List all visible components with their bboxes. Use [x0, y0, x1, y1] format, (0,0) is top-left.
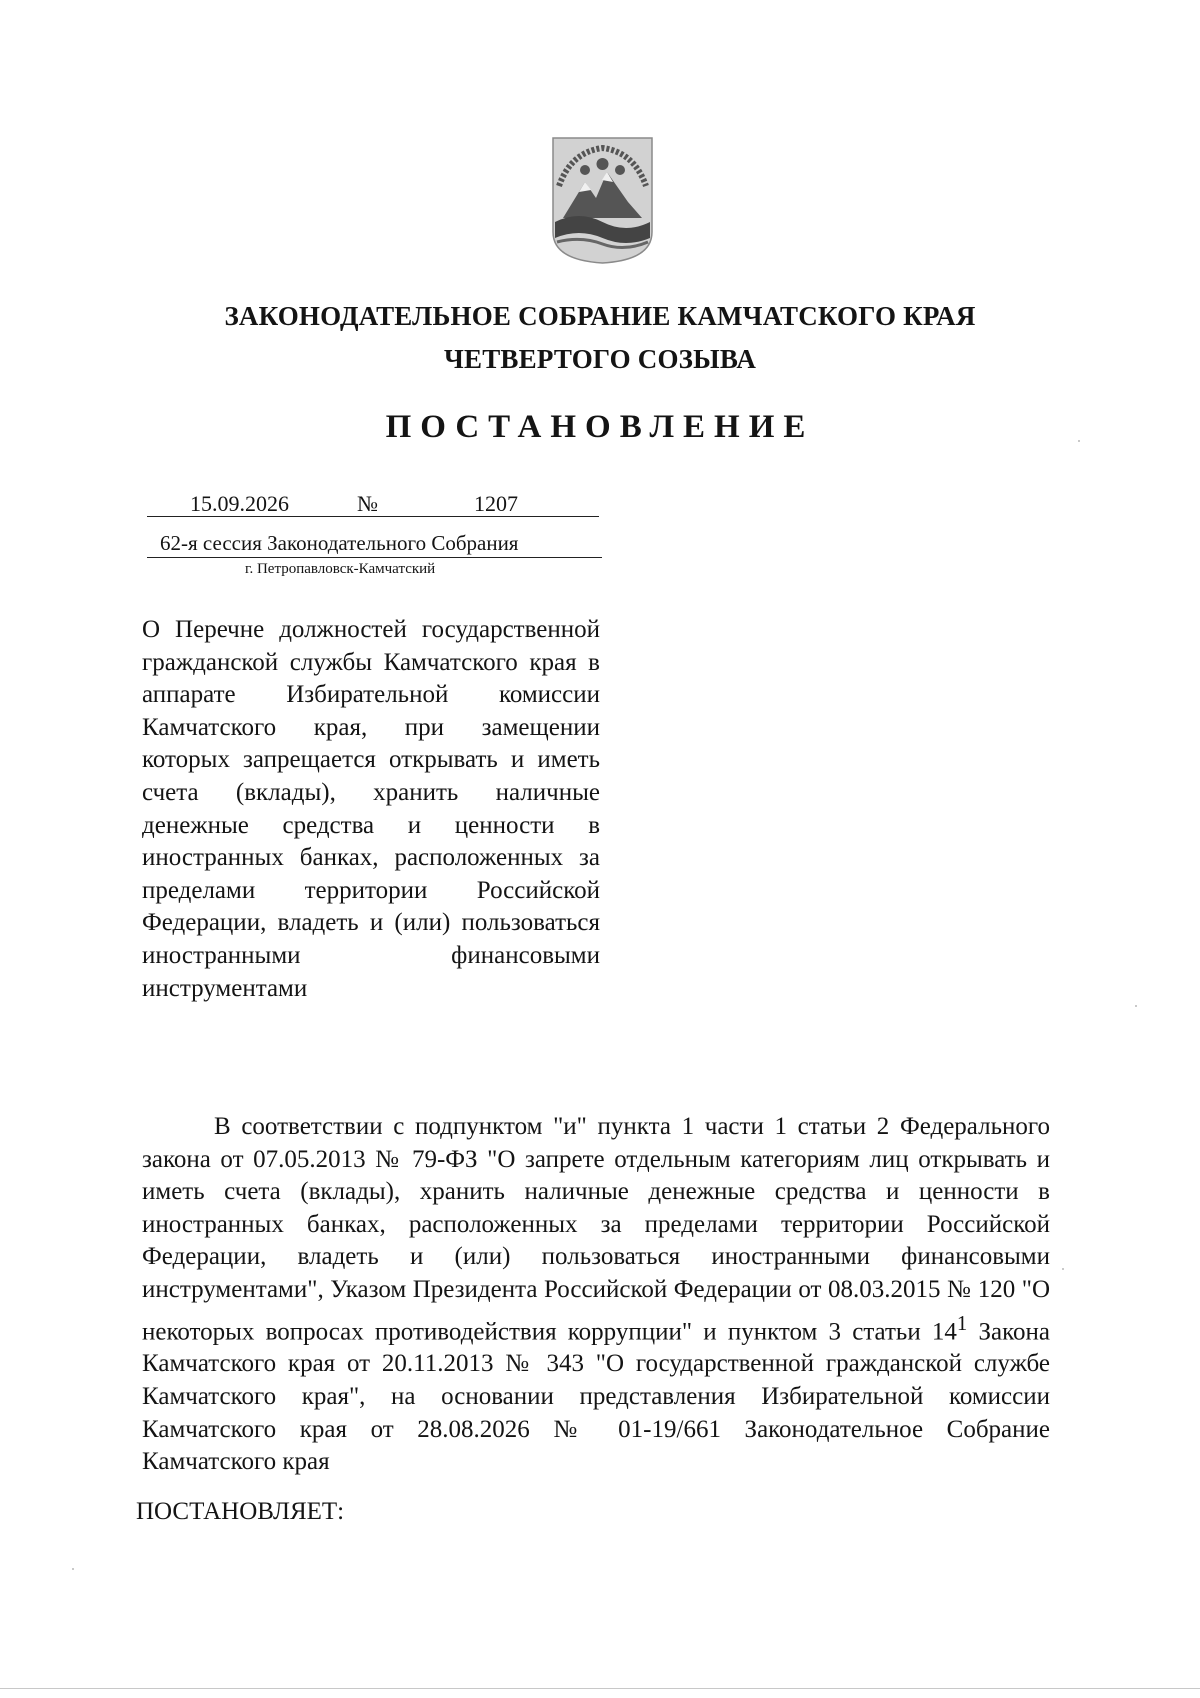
document-subject: О Перечне должностей государственной гражданской службы Камчатского края в аппарате Избирательной комиссии Камчатского края, при замещении которых запрещается открывать и иметь счета (вклады), хранить наличные денежные средства и ценности в иностранных банках, расположенных за пределами территории Российской Федерации, владеть и (или) пользоваться иностранными финансовыми инструментами [142, 616, 600, 1002]
preamble-text-part1: В соответствии с подпунктом "и" пункта 1 части 1 статьи 2 Федерального закона от 07.05.2013 № 79-ФЗ "О запрете отдельным категориям лиц открывать и иметь счета (вклады), хранить наличные денежные средства и ценности в иностранных банках, расположенных за пределами территории Российской Федерации, владеть и (или) пользоваться иностранными финансовыми инструментами", Указом Президента Российской Федерации от 08.03.2015 № 120 "О некоторых вопросах противодействия коррупции" и пунктом 3 статьи 14 [142, 1113, 1050, 1345]
preamble-paragraph [142, 1111, 1050, 1479]
number-sign: № [357, 491, 378, 516]
kamchatka-coat-of-arms-icon [551, 136, 654, 264]
decree-word: ПОСТАНОВЛЯЕТ: [136, 1498, 345, 1525]
scan-speck [1135, 1005, 1137, 1007]
organization-name: ЗАКОНОДАТЕЛЬНОЕ СОБРАНИЕ КАМЧАТСКОГО КРАЯ [224, 301, 976, 331]
scan-speck [1078, 440, 1080, 442]
scan-edge-line [0, 1688, 1200, 1689]
session-underline [147, 557, 602, 558]
scan-speck [72, 1568, 74, 1570]
document-type-title: ПОСТАНОВЛЕНИЕ [385, 409, 815, 445]
article-superscript: 1 [956, 1310, 968, 1335]
document-date: 15.09.2026 [190, 491, 289, 516]
scan-speck [1062, 1268, 1064, 1270]
place-of-adoption: г. Петропавловск-Камчатский [245, 561, 436, 577]
date-number-underline [147, 516, 599, 517]
preamble-text-part2: Закона Камчатского края от 20.11.2013 № 343 "О государственной гражданской службе Камчатского края", на основании представления Избирательной комиссии Камчатского края от 28.08.2026 № 01-19/661 Законодательное Собрание Камчатского края [142, 1317, 1050, 1476]
document-number: 1207 [474, 491, 518, 516]
session-name: 62-я сессия Законодательного Собрания [160, 531, 519, 555]
convocation: ЧЕТВЕРТОГО СОЗЫВА [443, 344, 757, 374]
